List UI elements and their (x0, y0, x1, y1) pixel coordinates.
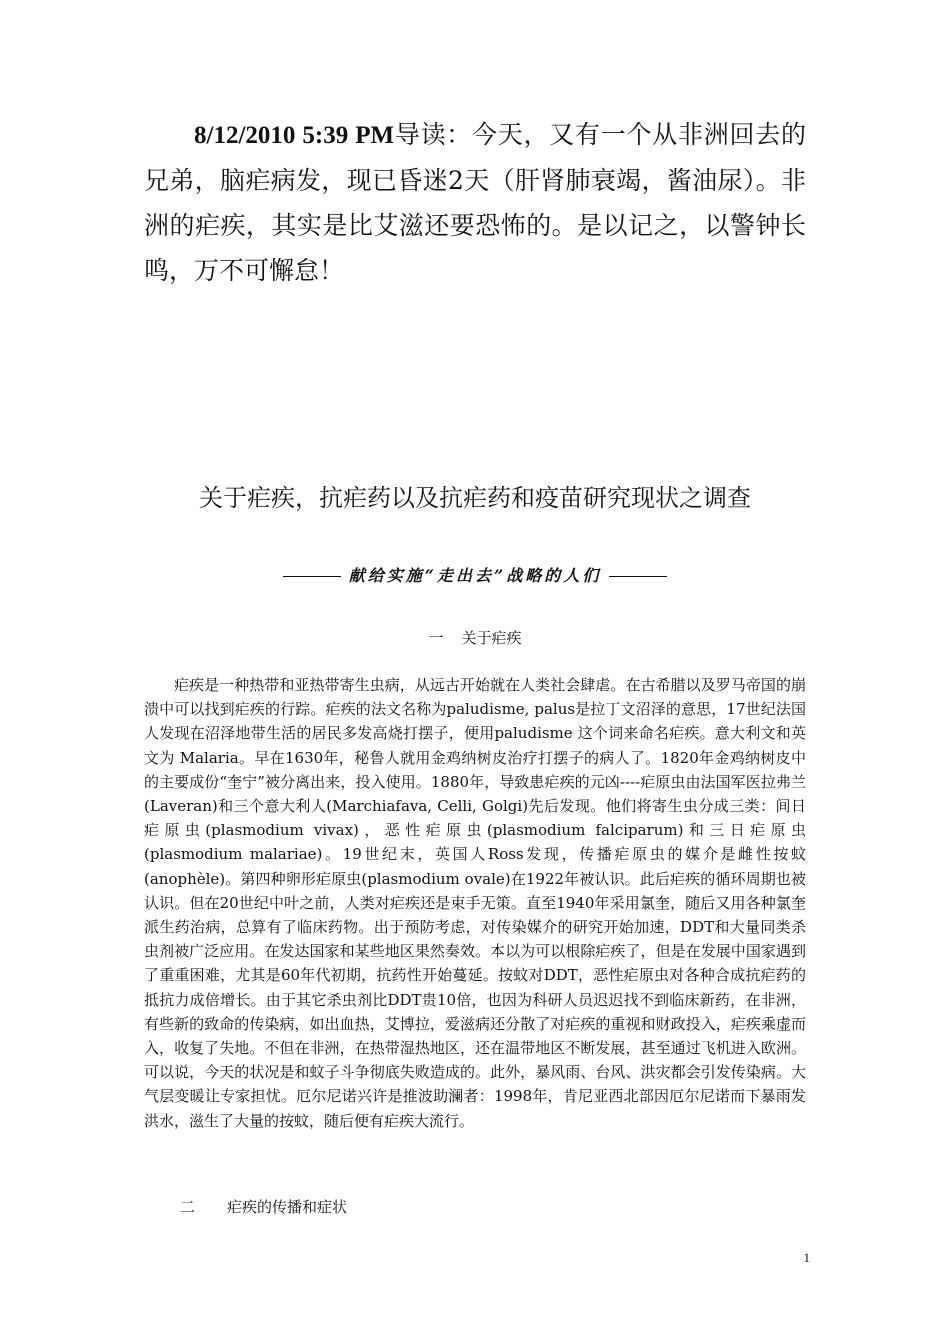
section-title-2: 疟疾的传播和症状 (227, 1198, 348, 1216)
intro-text: 导读：今天，又有一个从非洲回去的兄弟，脑疟病发，现已昏迷2天（肝肾肺衰竭，酱油尿）。非洲的疟疾，其实是比艾滋还要恐怖的。是以记之，以警钟长鸣，万不可懈怠！ (144, 120, 806, 285)
subtitle-dash-left (283, 576, 341, 577)
section-heading-2 (180, 1195, 347, 1219)
subtitle-text: 献给实施“走出去”战略的人们 (348, 566, 602, 585)
section-number-2: 二 (180, 1198, 196, 1216)
subtitle-dash-right (609, 576, 667, 577)
page-number: 1 (803, 1250, 810, 1265)
document-subtitle (0, 562, 950, 590)
intro-timestamp: 8/12/2010 5:39 PM (194, 122, 395, 149)
document-title: 关于疟疾，抗疟药以及抗疟药和疫苗研究现状之调查 (199, 484, 751, 512)
section-number-1: 一 (428, 629, 444, 647)
intro-paragraph (144, 112, 806, 293)
section-heading-1 (0, 626, 950, 650)
section-1-paragraph: 疟疾是一种热带和亚热带寄生虫病，从远古开始就在人类社会肆虐。在古希腊以及罗马帝国的崩溃中可以找到疟疾的行踪。疟疾的法文名称为paludisme, palus是拉丁文沼泽的意思，17世纪法国人发现在沼泽地带生活的居民多发高烧打摆子，便用paludisme 这个词来命名疟疾。意大利文和英文为 Malaria。早在1630年，秘鲁人就用金鸡纳树皮治疗打摆子的病人了。1820年金鸡纳树皮中的主要成份“奎宁”被分离出来，投入使用。1880年，导致患疟疾的元凶----疟原虫由法国军医拉弗兰(Laveran)和三个意大利人(Marchiafava, Celli, Golgi)先后发现。他们将寄生虫分成三类：间日疟原虫(plasmodium vivax)，恶性疟原虫(plasmodium falciparum)和三日疟原虫(plasmodium malariae)。19世纪末，英国人Ross发现，传播疟原虫的媒介是雌性按蚊(anophèle)。第四种卵形疟原虫(plasmodium ovale)在1922年被认识。此后疟疾的循环周期也被认识。但在20世纪中叶之前，人类对疟疾还是束手无策。直至1940年采用氯奎，随后又用各种氯奎派生药治病，总算有了临床药物。出于预防考虑，对传染媒介的研究开始加速，DDT和大量同类杀虫剂被广泛应用。在发达国家和某些地区果然奏效。本以为可以根除疟疾了，但是在发展中国家遇到了重重困难，尤其是60年代初期，抗药性开始蔓延。按蚊对DDT，恶性疟原虫对各种合成抗疟药的抵抗力成倍增长。由于其它杀虫剂比DDT贵10倍，也因为科研人员迟迟找不到临床新药，在非洲，有些新的致命的传染病，如出血热，艾博拉，爱滋病还分散了对疟疾的重视和财政投入，疟疾乘虚而入，收复了失地。不但在非洲，在热带湿热地区，还在温带地区不断发展，甚至通过飞机进入欧洲。可以说，今天的状况是和蚊子斗争彻底失败造成的。此外，暴风雨、台风、洪灾都会引发传染病。大气层变暖让专家担忧。厄尔尼诺兴许是推波助澜者：1998年，肯尼亚西北部因厄尔尼诺而下暴雨发洪水，滋生了大量的按蚊，随后便有疟疾大流行。 (144, 676, 806, 1130)
section-title-1: 关于疟疾 (461, 629, 522, 647)
